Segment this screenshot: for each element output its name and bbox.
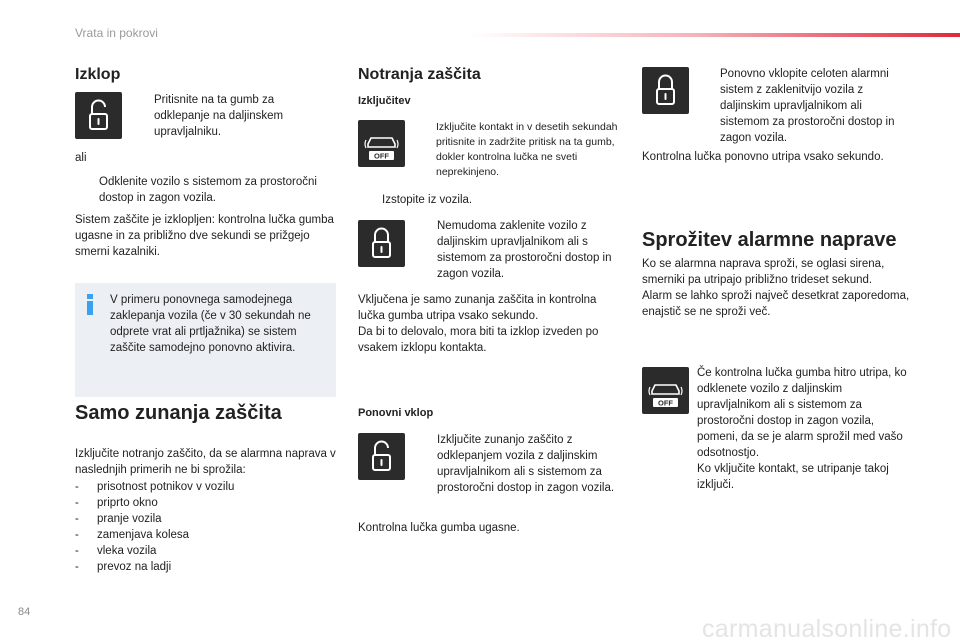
list-item: - vleka vozila [75,545,157,557]
ponovni-vklop-subheading: Ponovni vklop [358,407,434,419]
sprozitev-heading: Sprožitev alarmne naprave [642,229,897,251]
off-label: OFF [658,398,673,408]
ponovni-vklop-bullet [413,432,618,496]
izklop-bullet-text: Pritisnite na ta gumb za odklepanje na daljinskem upravljalniku. [154,94,284,138]
unlock-button-icon-2 [358,433,405,480]
page-number: 84 [18,606,31,618]
samo-zunanja-paragraph: Izključite notranjo zaščito, da se alarmna naprava v naslednjih primerih ne bi sprožila: [75,448,336,476]
list-item: - zamenjava kolesa [75,529,190,541]
footer-watermark: carmanualsonline.info [702,615,952,643]
info-icon [84,292,96,316]
ponovno-vklopite-text: Ponovno vklopite celoten alarmni sistem z zaklenitvijo vozila z daljinskim upravljalnikom ali sistemom za prostoročni dostop in zagon vozila. [720,68,895,144]
izkljucite-kontakt-bullet [413,120,618,180]
lock-button-icon-2 [642,67,689,114]
izstopite-bullet [358,192,618,208]
zaklenite-bullet [413,218,618,282]
sprozitev-paragraph: Ko se alarmna naprava sproži, se oglasi sirena, smerniki pa utripajo približno trideset sekund. Alarm se lahko sproži največ desetkrat zaporedoma, enajstič se ne sproži več. [642,258,910,318]
running-header: Vrata in pokrovi [75,26,158,40]
lock-button-icon [358,220,405,267]
ali-text: ali [75,152,87,164]
header-accent-bar [470,33,960,37]
izklop-bullet [130,92,329,140]
notranja-paragraph: Vključena je samo zunanja zaščita in kontrolna lučka gumba utripa vsako sekundo. Da bi to delovalo, mora biti ta izklop izveden po vsakem izklopu kontakta. [358,294,599,354]
unlock-button-icon [75,92,122,139]
izklop-paragraph: Sistem zaščite je izklopljen: kontrolna lučka gumba ugasne in za približno dve sekundi se prižgejo smerni kazalniki. [75,214,334,258]
off-button-icon [358,120,405,167]
ponovni-vklop-text: Izključite zunanjo zaščito z odklepanjem vozila z daljinskim upravljalnikom ali s sistemom za prostoročni dostop in zagon vozila. [437,434,615,494]
off-button-icon-2 [642,367,689,414]
odklenite-bullet [75,174,336,206]
list-item: - prisotnost potnikov v vozilu [75,481,235,493]
alarm-sprozen-text: Če kontrolna lučka gumba hitro utripa, ko odklenete vozilo z daljinskim upravljalnikom ali s sistemom za prostoročni dostop in zagon vozila, pomeni, da se je alarm sprožil med vašo odsotnostjo. Ko vključite kontakt, se utripanje takoj izključi. [697,367,907,491]
info-text: V primeru ponovnega samodejnega zaklepanja vozila (če v 30 sekundah ne odprete vrat ali prtljažnika) se sistem zaščite samodejno ponovno aktivira. [110,294,311,354]
list-item: - prevoz na ladji [75,561,172,573]
samo-zunanja-heading: Samo zunanja zaščita [75,402,282,424]
ponovno-utripa-text: Kontrolna lučka ponovno utripa vsako sekundo. [642,151,884,163]
izklop-heading: Izklop [75,66,121,83]
list-item: - priprto okno [75,497,158,509]
ponovno-vklopite-bullet [696,66,911,146]
izkljucitev-subheading: Izključitev [358,95,411,107]
kontrolna-lucka-ugasne: Kontrolna lučka gumba ugasne. [358,522,520,534]
izstopite-text: Izstopite iz vozila. [382,194,473,206]
zaklenite-text: Nemudoma zaklenite vozilo z daljinskim upravljalnikom ali s sistemom za prostoročni dostop in zagon vozila. [437,220,612,280]
izkljucite-kontakt-text: Izključite kontakt in v desetih sekundah pritisnite in zadržite pritisk na ta gumb, dokler kontrolna lučka ne sveti neprekinjeno. [436,121,618,178]
off-label: OFF [374,151,389,161]
list-item: - pranje vozila [75,513,162,525]
notranja-zascita-heading: Notranja zaščita [358,66,481,83]
odklenite-bullet-text: Odklenite vozilo s sistemom za prostoročni dostop in zagon vozila. [99,176,317,204]
samo-zunanja-list [75,479,336,575]
